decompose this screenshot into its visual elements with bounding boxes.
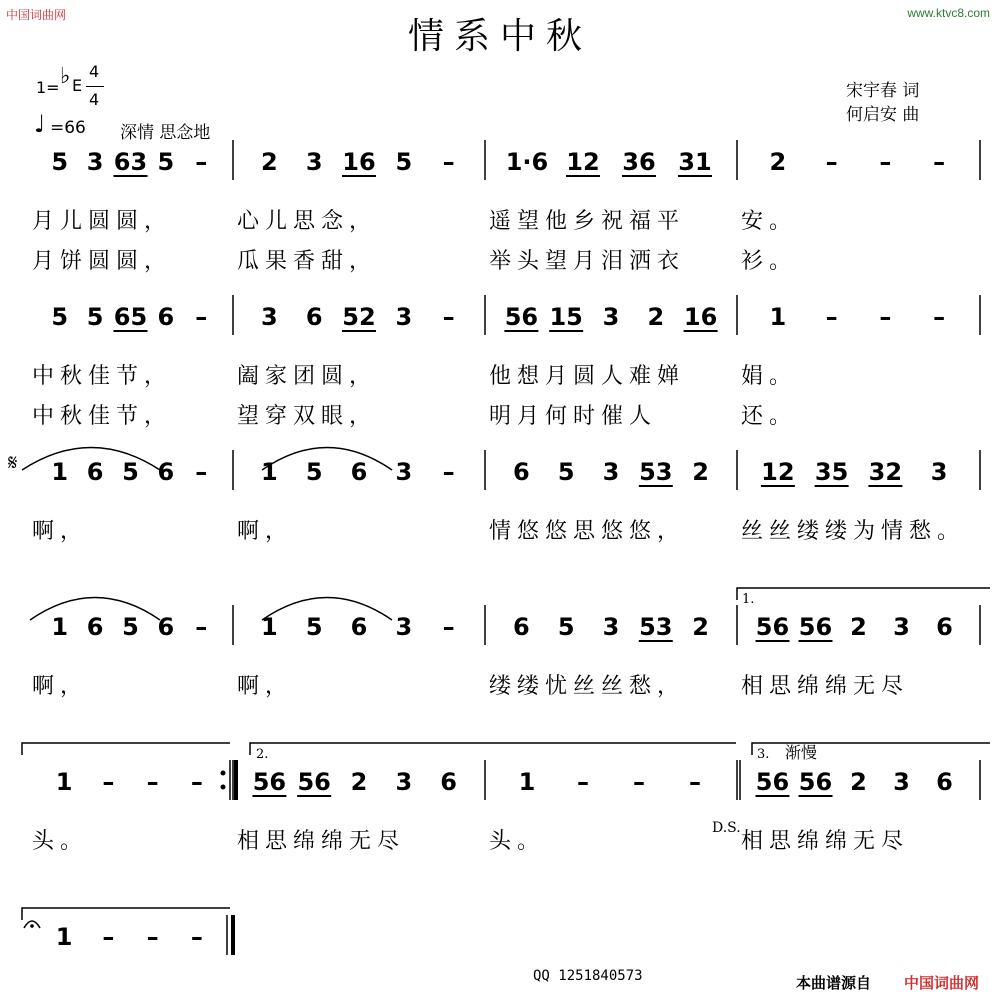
lyric-text: 缕缕忧丝丝愁， [489, 674, 686, 699]
note: 6 [305, 303, 323, 331]
note: – [190, 768, 203, 796]
volta-3-continuation [22, 908, 230, 920]
lyric-text: 啊， [237, 519, 294, 544]
lyric-text: 瓜果香甜， [237, 249, 378, 274]
note: 5 [305, 458, 323, 486]
note: 5 [86, 303, 104, 331]
lyric-text: 啊， [32, 674, 89, 699]
note: – [442, 303, 455, 331]
note: – [195, 148, 208, 176]
flat-sign: ♭ [60, 64, 71, 89]
note: 52 [342, 303, 376, 331]
composer-credit: 何启安 曲 [846, 105, 920, 125]
note: 6 [350, 613, 368, 641]
note: – [633, 768, 645, 796]
note: – [195, 458, 208, 486]
footer-source-label: 本曲谱源自 [796, 974, 872, 992]
note: 3 [395, 613, 413, 641]
note: 2 [692, 458, 709, 486]
lyric-text: 举头望月泪洒衣 [489, 249, 686, 274]
note: 56 [798, 768, 833, 796]
tempo-value: =66 [50, 118, 86, 138]
lyric-text: 中秋佳节， [32, 404, 173, 429]
note: 56 [252, 768, 287, 796]
lyric-text: 还。 [741, 404, 798, 429]
note: 1 [55, 923, 73, 951]
note: 2 [769, 148, 787, 176]
note: 5 [557, 458, 575, 486]
note: 6 [86, 458, 104, 486]
note: 6 [936, 768, 953, 796]
note: 6 [157, 613, 175, 641]
note: 6 [440, 768, 457, 796]
lyric-text: 啊， [237, 674, 294, 699]
note: 56 [755, 768, 790, 796]
note: 3 [395, 458, 413, 486]
note: 6 [350, 458, 368, 486]
note: 5 [305, 613, 323, 641]
repeat-dot [221, 771, 226, 776]
note: 3 [893, 768, 910, 796]
note: 56 [755, 613, 790, 641]
note: – [146, 768, 159, 796]
note: 5 [122, 458, 139, 486]
note: – [102, 923, 115, 951]
volta-3-label: 3. [757, 747, 770, 762]
note: – [195, 613, 208, 641]
lyric-text: 啊， [32, 519, 89, 544]
note: 3 [395, 303, 413, 331]
note: 2 [350, 768, 368, 796]
site-watermark-top-right: www.ktvc8.com [907, 6, 990, 20]
key-prefix: 1= [36, 78, 60, 97]
note: 32 [868, 458, 903, 486]
note: 6 [513, 613, 530, 641]
lyric-text: 明月何时催人 [489, 404, 658, 429]
lyric-text: 丝丝缕缕为情愁。 [741, 519, 966, 544]
note: 16 [342, 148, 376, 176]
note: 3 [602, 303, 620, 331]
lyric-text: 望穿双眼， [237, 404, 378, 429]
lyric-text: 娟。 [741, 364, 798, 389]
note: 2 [850, 768, 867, 796]
site-watermark-top-left: 中国词曲网 [6, 8, 67, 22]
note: 1 [261, 458, 278, 486]
note: 53 [639, 458, 673, 486]
footer-site-name: 中国词曲网 [904, 974, 980, 992]
note: 3 [305, 148, 323, 176]
note: – [825, 303, 838, 331]
lyric-text: 阖家团圆， [237, 364, 378, 389]
note: 1 [51, 458, 69, 486]
dal-segno-mark: D.S. [712, 820, 741, 836]
song-title: 情系中秋 [407, 16, 592, 57]
note: – [879, 303, 892, 331]
note: 31 [678, 148, 712, 176]
note: 3 [602, 458, 620, 486]
lyric-text: 头。 [32, 829, 89, 854]
note: 2 [692, 613, 709, 641]
note: – [577, 768, 589, 796]
note: 1 [518, 768, 536, 796]
note: – [825, 148, 838, 176]
key-note: E [72, 76, 83, 95]
fermata-dot [30, 924, 34, 928]
note: – [442, 613, 455, 641]
note: – [933, 303, 946, 331]
lyric-text: 相思绵绵无尽 [237, 829, 406, 854]
note: 6 [513, 458, 530, 486]
note: 36 [622, 148, 656, 176]
note: 56 [504, 303, 539, 331]
lyric-text: 心儿思念， [237, 209, 378, 234]
note: 15 [549, 303, 583, 331]
note: 6 [157, 303, 175, 331]
note: 3 [261, 303, 278, 331]
note: 6 [936, 613, 953, 641]
note: – [442, 148, 455, 176]
lyric-text: 衫。 [741, 249, 798, 274]
time-signature-top: 4 [89, 62, 100, 81]
note: 3 [602, 613, 620, 641]
note: 5 [122, 613, 139, 641]
lyric-text: 月儿圆圆， [32, 209, 173, 234]
note: 56 [798, 613, 833, 641]
note: 5 [157, 148, 175, 176]
note: 3 [893, 613, 910, 641]
lyric-text: 情悠悠思悠悠， [489, 519, 686, 544]
gradually-slower-mark: 渐慢 [785, 743, 818, 762]
note: 6 [86, 613, 104, 641]
quarter-note-icon: ♩ [34, 110, 46, 138]
lyric-text: 遥望他乡祝福平 [489, 209, 686, 234]
slur-arc [262, 448, 392, 471]
note: – [933, 148, 946, 176]
note: 1·6 [505, 148, 549, 176]
note: 1 [55, 768, 73, 796]
note: 1 [769, 303, 787, 331]
qq-contact: QQ 1251840573 [533, 968, 643, 984]
note: 1 [261, 613, 278, 641]
note: – [102, 768, 115, 796]
note: – [195, 303, 208, 331]
note: 53 [639, 613, 673, 641]
note: 2 [261, 148, 278, 176]
expression-mark: 深情 思念地 [120, 123, 211, 143]
note: 35 [814, 458, 849, 486]
note: 65 [113, 303, 148, 331]
note: – [689, 768, 701, 796]
lyric-text: 安。 [741, 209, 798, 234]
note: 12 [761, 458, 795, 486]
note: 5 [395, 148, 413, 176]
volta-1-label: 1. [742, 592, 755, 607]
note: 2 [647, 303, 665, 331]
note: 56 [297, 768, 331, 796]
note: – [442, 458, 455, 486]
lyric-text: 中秋佳节， [32, 364, 173, 389]
volta-1-continuation [22, 743, 230, 755]
note: 6 [157, 458, 175, 486]
note: 1 [51, 613, 69, 641]
note: 5 [557, 613, 575, 641]
segno-sign: 𝄋 [8, 451, 18, 476]
note: 12 [566, 148, 600, 176]
note: 16 [683, 303, 718, 331]
time-signature-bottom: 4 [89, 90, 100, 109]
note: 2 [850, 613, 867, 641]
note: – [146, 923, 159, 951]
volta-1-bracket [737, 588, 990, 600]
lyric-text: 相思绵绵无尽 [741, 829, 910, 854]
note: 5 [51, 148, 69, 176]
note: – [879, 148, 892, 176]
note: 3 [930, 458, 948, 486]
lyric-text: 头。 [489, 829, 546, 854]
lyric-text: 他想月圆人难婵 [489, 364, 686, 389]
lyricist-credit: 宋宇春 词 [846, 81, 920, 101]
lyric-text: 月饼圆圆， [32, 249, 173, 274]
note: – [190, 923, 203, 951]
note: 5 [51, 303, 69, 331]
note: 3 [395, 768, 413, 796]
volta-2-bracket [250, 743, 736, 755]
volta-2-label: 2. [256, 747, 269, 762]
slur-arc [262, 598, 392, 621]
repeat-dot [221, 785, 226, 790]
note: 63 [113, 148, 148, 176]
note: 3 [86, 148, 104, 176]
lyric-text: 相思绵绵无尽 [741, 674, 910, 699]
